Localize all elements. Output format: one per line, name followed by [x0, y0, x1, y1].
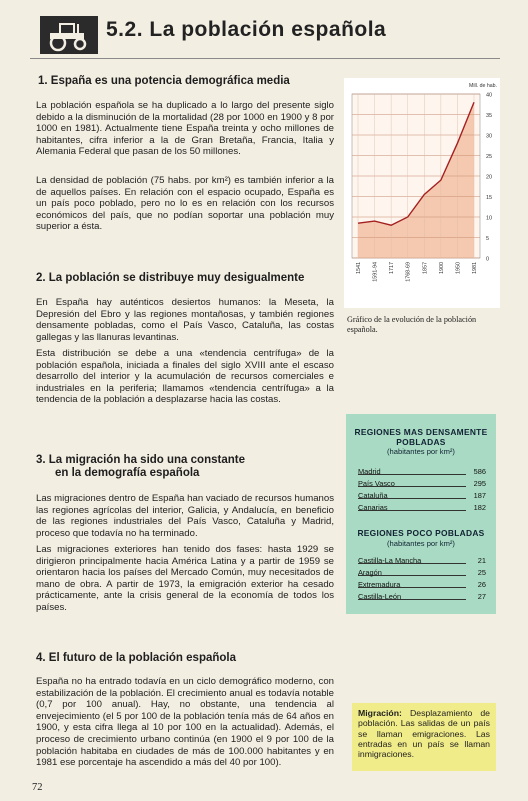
dense-regions-title-line1: REGIONES MAS DENSAMENTE [354, 427, 488, 437]
section-3-paragraph-2: Las migraciones exteriores han tenido dos fases: hasta 1929 se dirigieron principalmente hacia América Latina y a partir de 1959 se orientaron hacia los países del Mercado Común, muy necesitados de mano de obra. A partir de 1973, la emigración exterior ha cesado prácticamente, ante la crisis general de la economía de todos los países. [36, 544, 334, 613]
section-2-paragraph-1: En España hay auténticos desiertos humanos: la Meseta, la Depresión del Ebro y las regiones montañosas, y también regiones densamente pobladas, como el País Vasco, Cataluña, las costas gallegas y las llanuras levantinas. [36, 297, 334, 343]
section-4-paragraph-1: España no ha entrado todavía en un ciclo demográfico moderno, con estabilización de la población. El crecimiento anual es todavía notable (0,7 por 100 anual). Hay, no obstante, una tendencia al envejecimiento (el 5 por 100 de la población tenía más de 64 años en 1900, y esta cifra llega al 10 por 100 en la actualidad). Además, el proceso de crecimiento urbano continúa (en 1900 el 9 por 100 de la población habitaba en ciudades de más de 100.000 habitantes y en 1981 ese porcentaje ha ascendido a más del 40 por 100). [36, 676, 334, 769]
y-tick-label: 15 [486, 195, 493, 201]
title-rule [30, 58, 500, 59]
population-chart-svg [344, 78, 500, 308]
sparse-region-row: Castilla-León 27 [358, 591, 486, 601]
y-axis-label: Mill. de hab. [469, 83, 497, 89]
section-1-paragraph-1: La población española se ha duplicado a lo largo del presente siglo debido a la disminución de la mortalidad (28 por 1000 en 1900 y 8 por 1000 en 1981). Actualmente tiene España treinta y ocho millones de habitantes, cifra inferior a la de Gran Bretaña, Francia, Italia y Alemania Federal que pasan de los 50 millones. [36, 100, 334, 158]
dense-region-row: Cataluña 187 [358, 491, 486, 500]
dense-region-row: Madrid 586 [358, 467, 486, 476]
y-tick-label: 0 [486, 256, 490, 263]
definition-term: Migración: [358, 708, 402, 718]
page-number: 72 [32, 782, 43, 793]
x-tick-label: 1541 [356, 262, 362, 274]
section-1-heading: 1. España es una potencia demográfica media [38, 75, 290, 87]
section-3-heading-line2: en la demografía española [55, 467, 200, 479]
sparse-regions-title: REGIONES POCO POBLADAS [357, 528, 485, 538]
definition-text [352, 703, 496, 764]
x-tick-label: 1981 [472, 262, 478, 274]
page-title: 5.2. La población española [106, 18, 387, 41]
y-tick-label: 30 [486, 133, 493, 140]
dense-regions-unit: (habitantes por km²) [387, 447, 455, 456]
chart-caption: Gráfico de la evolución de la población española. [347, 315, 477, 334]
section-1-paragraph-2: La densidad de población (75 habs. por km²) es también inferior a la de aquellos países. En relación con el espacio ocupado, España es un país poco poblado, pero no lo es en relación con los recursos económicos del país, que no podían soportar una población muy superior a ésta. [36, 175, 334, 233]
sparse-region-row: Castilla-La Mancha 21 [358, 555, 486, 565]
y-tick-label: 35 [486, 113, 493, 119]
dense-region-row: País Vasco 295 [358, 479, 486, 488]
y-tick-label: 20 [486, 174, 493, 181]
section-4-heading: 4. El futuro de la población española [36, 652, 237, 664]
tractor-logo [40, 16, 98, 54]
section-2-paragraph-2: Esta distribución se debe a una «tendencia centrífuga» de la población española, iniciada a finales del siglo XVIII ante el escaso desarrollo del interior y la acumulación de recursos comerciales e industriales en la periferia; llamamos «tendencia centrífuga» a la tendencia de la población a desplazarse hacia las costas. [36, 348, 334, 406]
definition-body: Desplazamiento de población. Las salidas de un país se llaman emigraciones. Las entradas en un país se llaman inmigraciones. [358, 708, 490, 760]
dense-regions-title-line2: POBLADAS [396, 436, 446, 447]
y-tick-label: 5 [486, 236, 490, 242]
population-chart [344, 78, 500, 308]
density-panel [346, 414, 496, 614]
x-tick-label: 1900 [438, 262, 445, 274]
sparse-regions-unit: (habitantes por km²) [387, 538, 455, 548]
y-tick-label: 40 [486, 92, 493, 99]
x-tick-label: 1857 [422, 262, 429, 274]
y-tick-label: 10 [486, 215, 493, 222]
x-tick-label: 1768-69 [405, 262, 412, 282]
section-3-paragraph-1: Las migraciones dentro de España han vaciado de recursos humanos las regiones agrícolas del interior, Galicia, y Andalucía, en beneficio de las regiones industriales del País Vasco, Cataluña y Madrid, proceso que todavía no ha terminado. [36, 493, 334, 539]
y-tick-label: 25 [486, 154, 493, 160]
x-tick-label: 1591-94 [372, 262, 379, 282]
section-3-heading: 3. La migración ha sido una constante [36, 454, 245, 466]
section-2-heading: 2. La población se distribuye muy desigualmente [36, 272, 305, 284]
definition-box [352, 703, 496, 771]
tractor-icon [40, 16, 98, 54]
x-tick-label: 1717 [389, 262, 396, 274]
x-tick-label: 1950 [455, 262, 462, 274]
dense-region-row: Canarias 182 [358, 503, 486, 512]
sparse-region-row: Aragón 25 [358, 567, 486, 577]
sparse-region-row: Extremadura 26 [358, 579, 486, 589]
